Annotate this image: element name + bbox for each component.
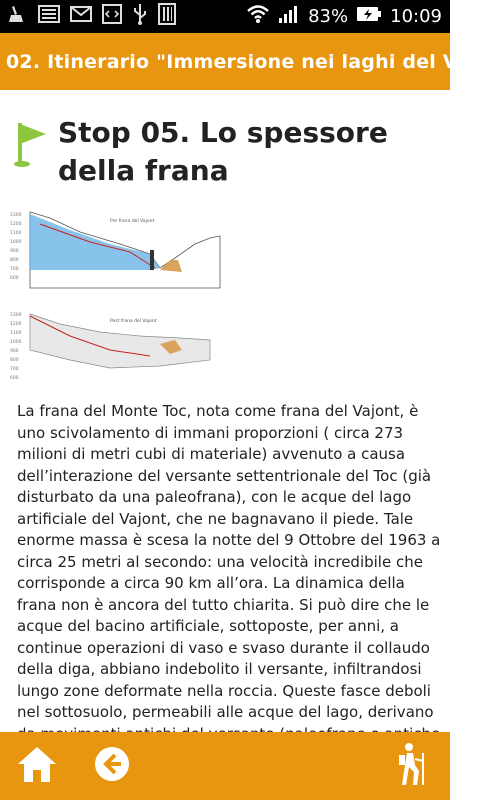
- back-arrow-icon: [93, 745, 131, 788]
- usb-icon: [132, 3, 148, 30]
- home-button[interactable]: [10, 732, 64, 800]
- mail-icon: [70, 6, 92, 27]
- diagram-caption: Post frana del Vajont: [110, 319, 157, 324]
- axis-tick-label: 1100: [10, 231, 22, 236]
- notification-icons: [8, 3, 176, 30]
- stop-title: Stop 05. Lo spessore della frana: [58, 116, 388, 187]
- signal-icon: [278, 4, 300, 29]
- home-icon: [16, 744, 58, 789]
- axis-tick-label: 900: [10, 349, 19, 354]
- post-slide-cross-section: [10, 310, 220, 388]
- pre-slide-cross-section: [10, 210, 220, 288]
- axis-tick-label: 1100: [10, 331, 22, 336]
- axis-tick-label: 600: [10, 276, 19, 281]
- axis-tick-label: 1000: [10, 340, 22, 345]
- axis-tick-label: 1300: [10, 313, 22, 318]
- image-icon: [38, 5, 60, 28]
- diagram-caption: Pre frana del Vajont: [110, 219, 155, 224]
- axis-tick-label: 800: [10, 258, 19, 263]
- battery-charging-icon: [356, 6, 382, 27]
- stop-description: La frana del Monte Toc, nota come frana del Vajont, è uno scivolamento di immani proporzioni ( circa 273 milioni di metri cubi di materiale) avvenuto a causa dell’interazione del versante settentrionale del Toc (già disturbato da una paleofrana), con le acque del lago artificiale del Vajont, che ne bagnavano il piede. Tale enorme massa è scesa la notte del 9 Ottobre del 1963 a circa 25 metri al secondo: una velocità incredibile che corrisponde a circa 90 km all’ora. La dinamica della frana non è ancora del tutto chiarita. Si può dire che le acque del bacino artificiale, sottoposte, per anni, a continue operazioni di vaso e svaso durante il collaudo della diga, abbiano indebolito il versante, infiltrandosi lungo zone deformate nella roccia. Queste fasce deboli nel sottosuolo, permeabili alle acque del lago, derivano: [17, 402, 441, 721]
- barcode-icon: [158, 3, 176, 30]
- hiker-icon: [395, 741, 431, 792]
- code-icon: [102, 4, 122, 29]
- back-button[interactable]: [88, 732, 136, 800]
- system-status: [246, 4, 442, 29]
- axis-tick-label: 800: [10, 358, 19, 363]
- battery-percent: 83%: [308, 6, 349, 27]
- cleaner-icon: [8, 4, 28, 29]
- axis-tick-label: 900: [10, 249, 19, 254]
- bottom-nav-bar: [0, 732, 450, 800]
- axis-tick-label: 700: [10, 267, 19, 272]
- flag-icon: [14, 120, 50, 173]
- wifi-icon: [246, 4, 270, 29]
- stop-content[interactable]: [0, 90, 450, 732]
- axis-tick-label: 1200: [10, 222, 22, 227]
- status-bar: [0, 0, 450, 33]
- hiking-button[interactable]: [388, 732, 438, 800]
- axis-tick-label: 700: [10, 367, 19, 372]
- axis-tick-label: 1200: [10, 322, 22, 327]
- axis-tick-label: 600: [10, 376, 19, 381]
- app-title-bar: [0, 33, 499, 90]
- itinerary-title: 02. Itinerario "Immersione nei laghi del Vaj...: [6, 50, 499, 73]
- axis-tick-label: 1000: [10, 240, 22, 245]
- axis-tick-label: 1300: [10, 213, 22, 218]
- clock: 10:09: [390, 6, 442, 27]
